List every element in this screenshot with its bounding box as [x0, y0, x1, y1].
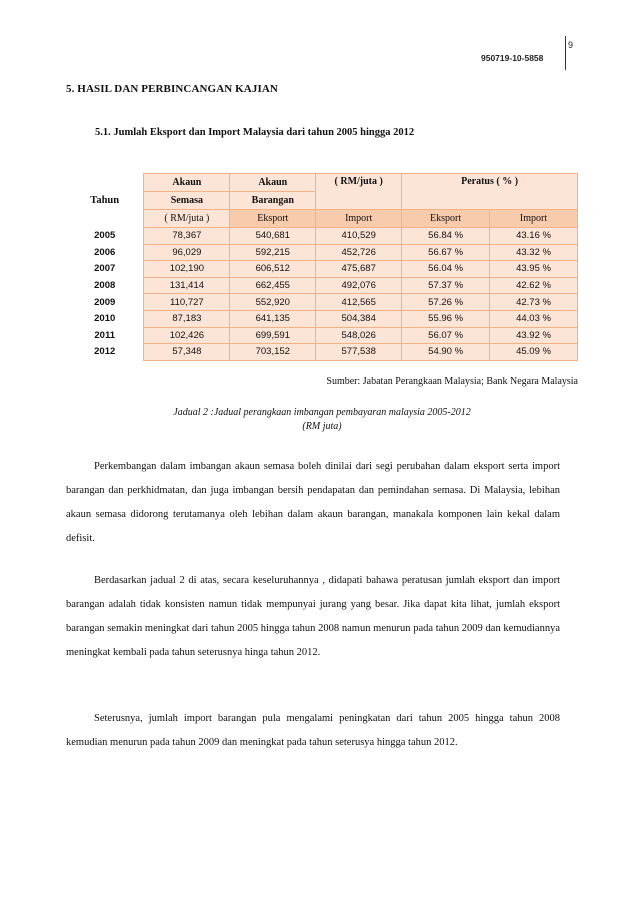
cell-import: 452,726 [316, 244, 402, 261]
page-number-rule [565, 36, 566, 70]
header-sub-eksport: Eksport [230, 210, 316, 228]
cell-import: 504,384 [316, 310, 402, 327]
header-sub-import: Import [316, 210, 402, 228]
paragraph-1: Perkembangan dalam imbangan akaun semasa boleh dinilai dari segi perubahan dalam eksport serta import barangan dan perkhidmatan, dan juga imbangan bersih pendapatan dan pemindahan semasa. Di Malaysia, lebihan akaun semasa didorong terutamanya oleh lebihan dalam akaun barangan, manakala komponen lain kekal dalam defisit. [66, 461, 560, 544]
cell-year: 2010 [66, 310, 144, 327]
cell-year: 2009 [66, 294, 144, 311]
cell-imp-pct: 43.92 % [490, 327, 578, 344]
cell-eks-pct: 56.67 % [402, 244, 490, 261]
table-row [66, 310, 578, 327]
header-year: Tahun [66, 174, 144, 228]
header-akaun-semasa-1: Akaun [144, 174, 230, 192]
header-rm-juta: ( RM/juta ) [316, 174, 402, 210]
cell-eks-pct: 56.84 % [402, 228, 490, 245]
cell-eksport: 552,920 [230, 294, 316, 311]
cell-semasa: 96,029 [144, 244, 230, 261]
caption-line-1: Jadual 2 :Jadual perangkaan imbangan pembayaran malaysia 2005-2012 [173, 407, 471, 418]
cell-eksport: 662,455 [230, 277, 316, 294]
table-row [66, 228, 578, 245]
cell-eks-pct: 55.96 % [402, 310, 490, 327]
cell-eksport: 592,215 [230, 244, 316, 261]
header-akaun-barangan-2: Barangan [230, 192, 316, 210]
cell-year: 2007 [66, 261, 144, 278]
cell-imp-pct: 43.32 % [490, 244, 578, 261]
table-row [66, 344, 578, 361]
cell-eks-pct: 56.07 % [402, 327, 490, 344]
cell-eks-pct: 56.04 % [402, 261, 490, 278]
cell-import: 412,565 [316, 294, 402, 311]
header-peratus: Peratus ( % ) [402, 174, 578, 210]
cell-eks-pct: 54.90 % [402, 344, 490, 361]
cell-eksport: 641,135 [230, 310, 316, 327]
paragraph-2: Berdasarkan jadual 2 di atas, secara keseluruhannya , didapati bahawa peratusan jumlah eksport dan import barangan adalah tidak konsisten namun tidak mempunyai jurang yang besar. Jika dapat kita lihat, jumlah eksport barangan semakin meningkat dari tahun 2005 hingga tahun 2008 namun menurun pada tahun 2009 dan kemudiannya meningkat kembali pada tahun seterusnya hinga tahun 2012. [66, 575, 560, 658]
section-heading: 5. HASIL DAN PERBINCANGAN KAJIAN [66, 83, 278, 95]
cell-semasa: 87,183 [144, 310, 230, 327]
cell-eksport: 540,681 [230, 228, 316, 245]
table-body [66, 228, 578, 361]
paragraph-3: Seterusnya, jumlah import barangan pula mengalami peningkatan dari tahun 2005 hingga tahun 2008 kemudian menurun pada tahun 2009 dan meningkat pada tahun seterusya hingga tahun 2012. [66, 713, 560, 748]
cell-eks-pct: 57.26 % [402, 294, 490, 311]
cell-semasa: 78,367 [144, 228, 230, 245]
table-caption [66, 406, 578, 434]
document-id: 950719-10-5858 [481, 53, 544, 63]
header-akaun-semasa-2: Semasa [144, 192, 230, 210]
header-akaun-semasa-3: ( RM/juta ) [144, 210, 230, 228]
header-akaun-barangan-1: Akaun [230, 174, 316, 192]
cell-import: 577,538 [316, 344, 402, 361]
cell-eksport: 699,591 [230, 327, 316, 344]
cell-import: 410,529 [316, 228, 402, 245]
cell-semasa: 102,190 [144, 261, 230, 278]
table-row [66, 244, 578, 261]
cell-semasa: 102,426 [144, 327, 230, 344]
header-sub-eksport-pct: Eksport [402, 210, 490, 228]
table-row [66, 327, 578, 344]
table-source: Sumber: Jabatan Perangkaan Malaysia; Bank Negara Malaysia [326, 376, 578, 387]
cell-eksport: 703,152 [230, 344, 316, 361]
cell-semasa: 57,348 [144, 344, 230, 361]
cell-semasa: 110,727 [144, 294, 230, 311]
cell-semasa: 131,414 [144, 277, 230, 294]
cell-import: 475,687 [316, 261, 402, 278]
cell-imp-pct: 42.73 % [490, 294, 578, 311]
cell-eks-pct: 57.37 % [402, 277, 490, 294]
cell-imp-pct: 43.95 % [490, 261, 578, 278]
page-number: 9 [568, 40, 574, 50]
cell-import: 548,026 [316, 327, 402, 344]
caption-line-2: (RM juta) [302, 421, 342, 432]
table-row [66, 261, 578, 278]
cell-year: 2006 [66, 244, 144, 261]
header-sub-import-pct: Import [490, 210, 578, 228]
table-row [66, 277, 578, 294]
cell-import: 492,076 [316, 277, 402, 294]
cell-year: 2012 [66, 344, 144, 361]
trade-table [66, 173, 578, 361]
cell-imp-pct: 45.09 % [490, 344, 578, 361]
cell-year: 2008 [66, 277, 144, 294]
table-row [66, 294, 578, 311]
sub-heading: 5.1. Jumlah Eksport dan Import Malaysia dari tahun 2005 hingga 2012 [95, 127, 415, 138]
cell-imp-pct: 43.16 % [490, 228, 578, 245]
cell-year: 2005 [66, 228, 144, 245]
cell-year: 2011 [66, 327, 144, 344]
cell-eksport: 606,512 [230, 261, 316, 278]
cell-imp-pct: 42.62 % [490, 277, 578, 294]
cell-imp-pct: 44.03 % [490, 310, 578, 327]
